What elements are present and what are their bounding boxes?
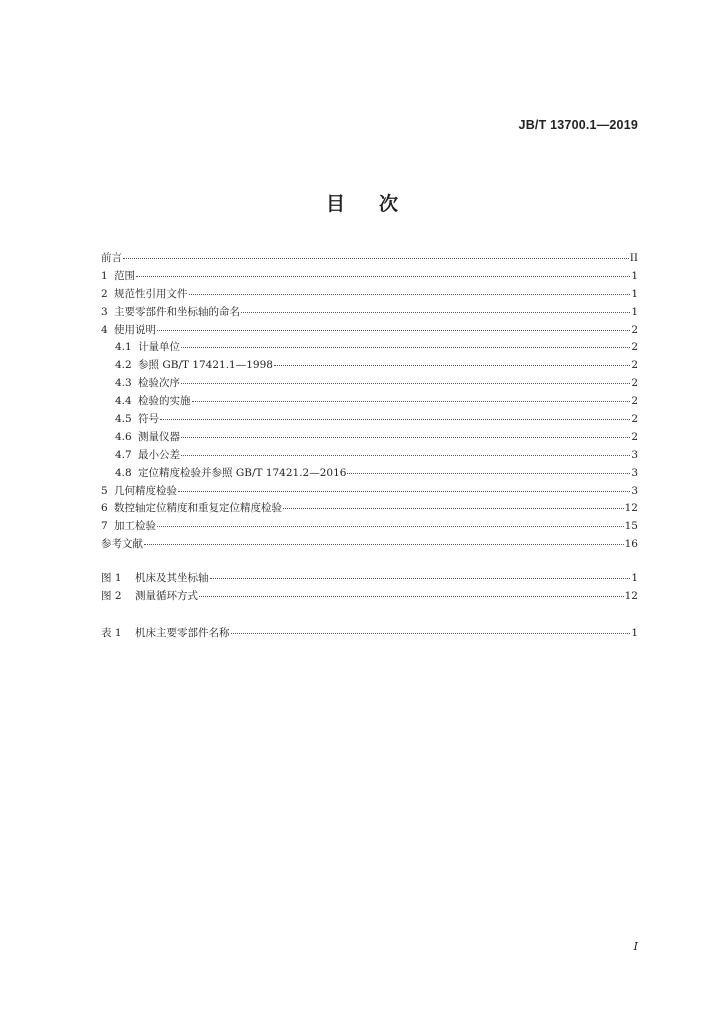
toc-entry-label: 规范性引用文件: [114, 287, 188, 300]
toc-entry[interactable]: [101, 411, 638, 429]
toc-entry-number: 图 2: [101, 589, 122, 602]
dot-leader: [123, 257, 629, 259]
dot-leader: [181, 382, 630, 384]
figure-list: [101, 570, 638, 606]
toc-entry-number: 表 1: [101, 627, 122, 639]
toc-entry-number: 5: [101, 484, 108, 497]
toc-entry-label: 最小公差: [138, 448, 180, 461]
toc-entry-page: 1: [631, 305, 638, 318]
dot-leader: [199, 595, 624, 597]
toc-entry-label: 前言: [101, 252, 122, 264]
toc-entry-label: 范围: [114, 269, 135, 282]
table-list: [101, 625, 638, 643]
toc-entry[interactable]: [101, 465, 638, 483]
toc-entry[interactable]: [101, 357, 638, 375]
toc-entry[interactable]: [101, 375, 638, 393]
toc-entry-number: 6: [101, 502, 108, 515]
toc-entry[interactable]: [101, 339, 638, 357]
toc-entry-page: 1: [631, 287, 638, 300]
page-number: I: [633, 940, 638, 953]
toc-entry[interactable]: [101, 518, 638, 536]
dot-leader: [192, 400, 631, 402]
toc-entry[interactable]: [101, 483, 638, 501]
toc-entry-number: 4.7: [115, 448, 132, 461]
title-char-2: 次: [379, 193, 399, 215]
dot-leader: [241, 311, 630, 313]
toc-entry-page: 2: [631, 341, 638, 354]
toc-entry-number: 4.6: [115, 430, 132, 443]
toc-entry-page: 1: [631, 572, 638, 584]
toc-entry-page: 3: [631, 484, 638, 497]
toc-entry-page: 12: [624, 589, 638, 602]
standard-code: JB/T 13700.1—2019: [518, 118, 638, 132]
toc-entry-number: 4.4: [115, 395, 132, 408]
dot-leader: [181, 346, 630, 348]
toc-entry[interactable]: [101, 447, 638, 465]
toc-entry-label: 使用说明: [114, 323, 156, 336]
toc-entry[interactable]: [101, 588, 638, 606]
toc-entry-label: 机床及其坐标轴: [135, 572, 209, 584]
toc-entry[interactable]: [101, 625, 638, 643]
toc-entry-page: 3: [631, 466, 638, 479]
dot-leader: [274, 364, 630, 366]
dot-leader: [347, 472, 630, 474]
toc-entry-label: 参考文献: [101, 538, 143, 551]
toc-entry[interactable]: [101, 429, 638, 447]
toc-entry-page: 1: [631, 269, 638, 282]
toc-entry[interactable]: [101, 322, 638, 340]
toc-entry-number: 1: [101, 269, 108, 282]
toc-entry-label: 符号: [138, 413, 159, 426]
toc-entry-label: 检验次序: [138, 377, 180, 390]
toc-entry-number: 4.1: [115, 341, 132, 354]
dot-leader: [231, 632, 631, 634]
toc-entry-label: 主要零部件和坐标轴的命名: [114, 305, 240, 318]
toc-entry-number: 4.8: [115, 466, 132, 479]
toc-entry-label: 测量仪器: [138, 430, 180, 443]
dot-leader: [136, 275, 630, 277]
toc-entry-number: 4.2: [115, 359, 132, 372]
toc-entry-page: 12: [624, 502, 638, 515]
toc-entry-number: 3: [101, 305, 108, 318]
dot-leader: [178, 490, 630, 492]
toc-entry-number: 4: [101, 323, 108, 336]
toc-entry[interactable]: [101, 536, 638, 554]
toc-entry-label: 检验的实施: [138, 395, 191, 408]
toc-entry[interactable]: [101, 250, 638, 268]
toc-entry[interactable]: [101, 286, 638, 304]
toc-entry-page: 2: [631, 413, 638, 426]
toc-entry[interactable]: [101, 304, 638, 322]
toc-entry-page: 2: [631, 323, 638, 336]
dot-leader: [160, 418, 630, 420]
toc-entry-page: 2: [631, 430, 638, 443]
toc-entry[interactable]: [101, 500, 638, 518]
toc-entry-label: 几何精度检验: [114, 484, 177, 497]
toc-list: [101, 250, 638, 554]
toc-entry-page: 2: [631, 395, 638, 408]
toc-entry-number: 图 1: [101, 572, 122, 584]
dot-leader: [210, 577, 631, 579]
dot-leader: [181, 436, 630, 438]
toc-entry-number: 7: [101, 520, 108, 533]
toc-entry-page: 15: [624, 520, 638, 533]
toc-entry-page: 3: [631, 448, 638, 461]
dot-leader: [283, 507, 624, 509]
toc-entry[interactable]: [101, 570, 638, 588]
toc-entry-label: 计量单位: [138, 341, 180, 354]
dot-leader: [144, 543, 624, 545]
toc-entry-label: 测量循环方式: [135, 589, 198, 602]
toc-entry[interactable]: [101, 268, 638, 286]
toc-entry-number: 4.3: [115, 377, 132, 390]
dot-leader: [189, 293, 631, 295]
dot-leader: [181, 454, 630, 456]
toc-entry[interactable]: [101, 393, 638, 411]
toc-entry-page: II: [629, 252, 638, 264]
dot-leader: [157, 525, 624, 527]
toc-entry-number: 2: [101, 287, 108, 300]
toc-entry-page: 1: [631, 627, 638, 639]
toc-entry-label: 机床主要零部件名称: [135, 627, 230, 639]
toc-entry-label: 定位精度检验并参照 GB/T 17421.2—2016: [138, 466, 347, 479]
toc-entry-page: 16: [624, 538, 638, 551]
toc-entry-page: 2: [631, 359, 638, 372]
toc-entry-label: 加工检验: [114, 520, 156, 533]
toc-entry-page: 2: [631, 377, 638, 390]
toc-entry-label: 参照 GB/T 17421.1—1998: [138, 359, 273, 372]
page-title: [0, 189, 724, 216]
toc-entry-label: 数控轴定位精度和重复定位精度检验: [114, 502, 282, 515]
toc-entry-number: 4.5: [115, 413, 132, 426]
dot-leader: [157, 329, 630, 331]
title-char-1: 目: [325, 193, 345, 215]
